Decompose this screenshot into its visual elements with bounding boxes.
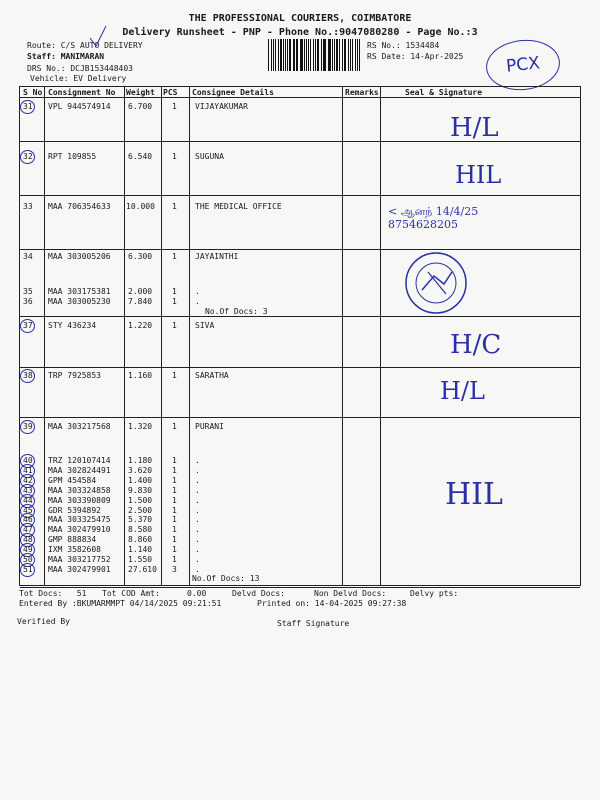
- table-row-consignment: IXM 3582608: [48, 545, 101, 555]
- table-row-weight: 5.370: [128, 515, 153, 525]
- docs-count-note: No.Of Docs: 13: [192, 574, 260, 583]
- total-docs: Tot Docs: 51: [19, 589, 87, 598]
- table-row-sno: 39: [23, 422, 33, 431]
- table-row-consignment: GDR 5394892: [48, 505, 101, 515]
- staff-line: Staff: MANIMARAN: [27, 52, 105, 61]
- table-row-consignee: .: [195, 505, 200, 515]
- table-row-consignment: MAA 303390809: [48, 495, 111, 505]
- table-row-weight: 1.160: [128, 371, 153, 380]
- table-row-consignee: PURANI: [195, 422, 224, 431]
- table-row-consignee: .: [195, 465, 200, 475]
- table-row-consignee: .: [195, 535, 200, 545]
- col-seal-signature: Seal & Signature: [405, 88, 483, 97]
- table-row-weight: 27.610: [128, 564, 157, 574]
- table-row-pcs: 1: [172, 465, 177, 475]
- col-consignment: Consignment No: [48, 88, 116, 97]
- table-row-consignee: .: [195, 515, 200, 525]
- table-row-sno: 38: [23, 371, 33, 380]
- entered-by: Entered By :BKUMARMMPT 04/14/2025 09:21:51: [19, 599, 222, 608]
- table-row-consignment: MAA 303217568: [48, 422, 111, 431]
- rs-no-line: RS No.: 1534484: [367, 41, 440, 50]
- table-row-pcs: 1: [172, 535, 177, 545]
- non-delivered-docs: Non Delvd Docs:: [314, 589, 387, 598]
- table-row-consignee: .: [195, 475, 200, 485]
- table-row-weight: 1.550: [128, 555, 153, 564]
- table-row-consignee: .: [195, 545, 200, 555]
- table-row-pcs: 1: [172, 252, 177, 261]
- table-row-sno: 40: [23, 456, 33, 465]
- table-row-consignment: MAA 303217752: [48, 555, 111, 564]
- table-row-pcs: 1: [172, 555, 177, 564]
- table-row-sno: 36: [23, 297, 33, 306]
- total-cod-label: Tot COD Amt:: [102, 589, 160, 598]
- table-row-sno: 37: [23, 321, 33, 330]
- table-row-sno: 47: [23, 525, 33, 535]
- table-row-consignment: GMP 888834: [48, 535, 97, 545]
- table-row-sno: 41: [23, 465, 33, 475]
- handwritten-signature: H/L: [450, 113, 499, 143]
- barcode: [268, 39, 362, 71]
- table-row-sno: 43: [23, 485, 33, 495]
- table-row-weight: 7.840: [128, 297, 153, 306]
- table-row-consignee: .: [195, 287, 200, 296]
- delivery-points: Delvy pts:: [410, 589, 459, 598]
- table-row-pcs: 1: [172, 456, 177, 465]
- table-row-sno: 34: [23, 252, 33, 261]
- handwritten-signature: HIL: [455, 161, 502, 189]
- col-weight: Weight: [126, 88, 155, 97]
- vehicle-line: Vehicle: EV Delivery: [30, 74, 127, 83]
- table-row-consignment: VPL 944574914: [48, 102, 111, 111]
- handwritten-signature: H/C: [450, 330, 502, 360]
- col-sno: S No: [23, 88, 43, 97]
- table-row-weight: 1.400: [128, 475, 153, 485]
- table-row-sno: 33: [23, 202, 33, 211]
- table-row-sno: 51: [23, 564, 33, 574]
- table-row-weight: 8.580: [128, 525, 153, 535]
- table-row-weight: 2.500: [128, 505, 153, 515]
- table-row-consignment: MAA 302479910: [48, 525, 111, 535]
- delivered-docs: Delvd Docs:: [232, 589, 285, 598]
- table-row-pcs: 1: [172, 422, 177, 431]
- col-remarks: Remarks: [345, 88, 379, 97]
- handwritten-signature: H/L: [440, 377, 485, 405]
- runsheet-title: Delivery Runsheet - PNP - Phone No.:9047080280 - Page No.:3: [122, 27, 478, 38]
- table-row-weight: 2.000: [128, 287, 153, 296]
- docs-count-note: No.Of Docs: 3: [205, 307, 268, 316]
- col-consignee: Consignee Details: [192, 88, 274, 97]
- table-row-consignee: .: [195, 485, 200, 495]
- table-row-sno: 31: [23, 102, 33, 111]
- handwritten-signature: < ஆனந் 14/4/25 8754628205: [388, 205, 479, 231]
- table-row-pcs: 1: [172, 515, 177, 525]
- table-row-consignment: STY 436234: [48, 321, 97, 330]
- table-row-pcs: 1: [172, 102, 177, 111]
- table-row-consignment: MAA 303005230: [48, 297, 111, 306]
- table-row-pcs: 1: [172, 525, 177, 535]
- company-title: THE PROFESSIONAL COURIERS, COIMBATORE: [188, 13, 412, 24]
- table-row-consignment: MAA 302479901: [48, 564, 111, 574]
- total-cod-value: 0.00: [187, 589, 207, 598]
- table-row-consignee: THE MEDICAL OFFICE: [195, 202, 282, 211]
- table-row-consignee: .: [195, 297, 200, 306]
- table-row-consignee: .: [195, 555, 200, 564]
- table-row-pcs: 1: [172, 545, 177, 555]
- table-row-consignment: MAA 303324858: [48, 485, 111, 495]
- table-row-weight: 1.140: [128, 545, 153, 555]
- table-row-pcs: 1: [172, 287, 177, 296]
- staff-signature: Staff Signature: [277, 619, 350, 628]
- table-row-sno: 45: [23, 505, 33, 515]
- table-row-pcs: 1: [172, 202, 177, 211]
- table-row-weight: 9.830: [128, 485, 153, 495]
- table-row-weight: 10.000: [126, 202, 155, 211]
- table-row-weight: 3.620: [128, 465, 153, 475]
- table-row-pcs: 1: [172, 495, 177, 505]
- table-row-sno: 48: [23, 535, 33, 545]
- table-row-consignee: .: [195, 564, 200, 574]
- table-row-pcs: 1: [172, 297, 177, 306]
- table-row-pcs: 1: [172, 475, 177, 485]
- rs-date-line: RS Date: 14-Apr-2025: [367, 52, 464, 61]
- table-row-sno: 32: [23, 152, 33, 161]
- table-row-consignment: MAA 303005206: [48, 252, 111, 261]
- table-row-consignee: .: [195, 495, 200, 505]
- table-row-pcs: 1: [172, 371, 177, 380]
- company-seal-stamp: [400, 250, 472, 316]
- table-row-consignee: VIJAYAKUMAR: [195, 102, 248, 111]
- table-row-consignment: GPM 454584: [48, 475, 97, 485]
- handwritten-signature: HIL: [445, 477, 503, 512]
- table-row-weight: 6.540: [128, 152, 153, 161]
- table-row-sno: 35: [23, 287, 33, 296]
- table-row-consignment: MAA 303325475: [48, 515, 111, 525]
- table-row-consignee: JAYAINTHI: [195, 252, 239, 261]
- table-row-weight: 6.700: [128, 102, 153, 111]
- route-line: Route: C/S AUTO DELIVERY: [27, 41, 143, 50]
- table-row-consignee: .: [195, 525, 200, 535]
- table-row-sno: 42: [23, 475, 33, 485]
- table-row-weight: 1.500: [128, 495, 153, 505]
- runsheet-table: [19, 86, 581, 586]
- table-row-sno: 46: [23, 515, 33, 525]
- table-row-weight: 1.180: [128, 456, 153, 465]
- table-row-pcs: 1: [172, 321, 177, 330]
- table-row-sno: 50: [23, 555, 33, 564]
- col-pcs: PCS: [163, 88, 178, 97]
- table-row-consignment: MAA 303175381: [48, 287, 111, 296]
- table-row-consignment: MAA 706354633: [48, 202, 111, 211]
- table-row-consignment: RPT 109855: [48, 152, 97, 161]
- table-row-weight: 1.320: [128, 422, 153, 431]
- pcx-stamp: PCX: [484, 36, 563, 93]
- table-row-pcs: 1: [172, 485, 177, 495]
- table-row-consignment: MAA 302824491: [48, 465, 111, 475]
- table-row-sno: 49: [23, 545, 33, 555]
- table-row-consignee: SIVA: [195, 321, 215, 330]
- handwritten-check-mark: [88, 24, 108, 48]
- table-row-weight: 8.860: [128, 535, 153, 545]
- table-row-consignment: TRZ 120107414: [48, 456, 111, 465]
- table-row-pcs: 1: [172, 505, 177, 515]
- drs-line: DRS No.: DCJB153448403: [27, 64, 133, 73]
- table-row-consignee: SUGUNA: [195, 152, 224, 161]
- table-row-pcs: 1: [172, 152, 177, 161]
- table-row-pcs: 3: [172, 564, 177, 574]
- verified-by: Verified By: [17, 617, 70, 626]
- table-row-consignee: .: [195, 456, 200, 465]
- table-row-consignee: SARATHA: [195, 371, 229, 380]
- table-row-weight: 1.220: [128, 321, 153, 330]
- table-row-consignment: TRP 7925853: [48, 371, 101, 380]
- printed-on: Printed on: 14-04-2025 09:27:38: [257, 599, 407, 608]
- table-row-sno: 44: [23, 495, 33, 505]
- table-row-weight: 6.300: [128, 252, 153, 261]
